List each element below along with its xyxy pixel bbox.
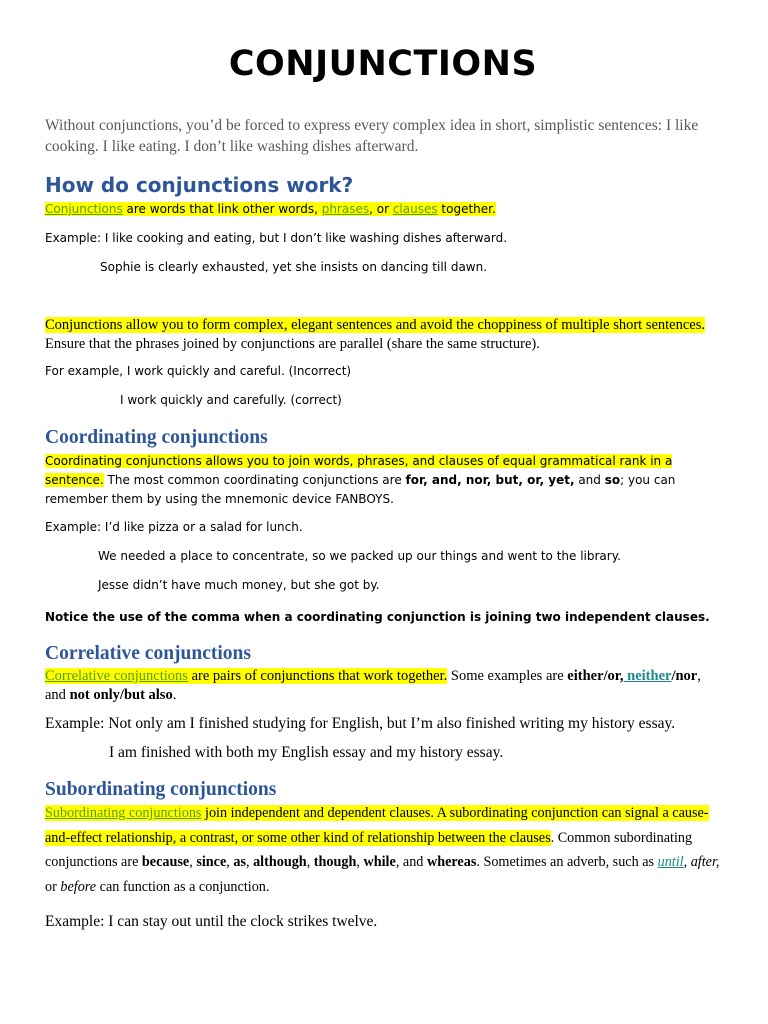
word-although: although xyxy=(253,854,307,870)
example-sentence: Sophie is clearly exhausted, yet she insists on dancing till dawn. xyxy=(100,260,488,274)
correlative-text: , and xyxy=(45,668,701,703)
definition-text: are words that link other words, xyxy=(122,202,322,216)
subordinating-text: can function as a conjunction. xyxy=(96,878,270,895)
fanboys-so: so xyxy=(604,473,621,487)
separator: , xyxy=(226,854,234,870)
punctuation: . xyxy=(172,687,177,703)
coordinating-text: ; you can remember them by using the mnemonic device FANBOYS. xyxy=(45,473,676,506)
conjunctions-link[interactable]: Conjunctions xyxy=(45,202,123,216)
heading-correlative-conjunctions: Correlative conjunctions xyxy=(45,643,251,664)
definition-text: together. xyxy=(437,202,496,216)
example-sentence: I am finished with both my English essay and my history essay. xyxy=(109,744,504,761)
correlative-paragraph xyxy=(45,667,725,705)
separator: , xyxy=(189,854,197,870)
punctuation: , xyxy=(619,668,624,684)
example-sentence: For example, I work quickly and careful. (Incorrect) xyxy=(45,364,352,378)
not-only-but-also: not only/but also xyxy=(69,687,173,703)
parallel-text: Ensure that the phrases joined by conjunctions are parallel (share the same structure). xyxy=(45,336,540,352)
word-because: because xyxy=(141,854,190,870)
phrases-link[interactable]: phrases xyxy=(321,202,370,216)
punctuation: , xyxy=(683,854,688,870)
heading-coordinating-conjunctions: Coordinating conjunctions xyxy=(45,427,268,448)
separator: , xyxy=(245,854,254,870)
word-though: though xyxy=(313,854,357,870)
page-title: CONJUNCTIONS xyxy=(228,44,538,84)
heading-subordinating-conjunctions: Subordinating conjunctions xyxy=(45,779,277,800)
definition-text: , or xyxy=(369,202,393,216)
heading-how-conjunctions-work: How do conjunctions work? xyxy=(45,173,354,197)
example-sentence: We needed a place to concentrate, so we packed up our things and went to the library. xyxy=(98,549,621,563)
intro-paragraph: Without conjunctions, you’d be forced to express every complex idea in short, simplistic sentences: I like cooking. I like eating. I don’t like washing dishes afterward. xyxy=(45,117,699,155)
separator: , xyxy=(306,854,314,870)
coordinating-paragraph xyxy=(45,452,725,509)
correlative-text: are pairs of conjunctions that work together. xyxy=(187,668,448,684)
word-before: before xyxy=(60,878,97,895)
example-sentence: Example: I’d like pizza or a salad for lunch. xyxy=(45,520,303,534)
subordinating-conjunctions-link[interactable]: Subordinating conjunctions xyxy=(45,805,202,821)
parallel-highlight: Conjunctions allow you to form complex, elegant sentences and avoid the choppiness of multiple short sentences. xyxy=(45,317,706,333)
fanboys-words: for, and, nor, but, or, yet, xyxy=(405,473,575,487)
example-sentence: Jesse didn’t have much money, but she got by. xyxy=(98,578,380,592)
coordinating-text: The most common coordinating conjunctions are xyxy=(103,473,406,487)
subordinating-text: join independent and dependent clauses. A subordinating conjunction can signal a cause-and-effect relationship, a contrast, or some other kind of relationship between the clauses xyxy=(45,805,709,846)
correlative-highlight xyxy=(45,668,447,684)
word-since: since xyxy=(196,854,227,870)
coordinating-highlight: Coordinating conjunctions allows you to join words, phrases, and clauses of equal grammatical rank in a sentence. xyxy=(45,454,673,487)
example-sentence: Example: Not only am I finished studying for English, but I’m also finished writing my history essay. xyxy=(45,715,676,732)
definition-paragraph xyxy=(45,200,725,219)
separator: , xyxy=(356,854,364,870)
example-sentence: Example: I can stay out until the clock strikes twelve. xyxy=(45,913,378,930)
either-or: either/or xyxy=(567,668,620,684)
definition-highlight xyxy=(45,202,496,216)
nor-word: /nor xyxy=(671,668,698,684)
subordinating-paragraph xyxy=(45,801,725,899)
correlative-text: Some examples are xyxy=(447,668,568,684)
coordinating-text: and xyxy=(574,473,605,487)
separator: , and xyxy=(395,854,427,870)
word-while: while xyxy=(363,854,396,870)
clauses-link[interactable]: clauses xyxy=(392,202,438,216)
until-link[interactable]: until xyxy=(657,854,684,870)
correlative-conjunctions-link[interactable]: Correlative conjunctions xyxy=(45,668,188,684)
parallel-paragraph xyxy=(45,316,725,354)
subordinating-text: . Sometimes an adverb, such as xyxy=(476,854,658,870)
word-whereas: whereas xyxy=(426,854,477,870)
example-sentence: I work quickly and carefully. (correct) xyxy=(120,393,342,407)
neither-link[interactable]: neither xyxy=(623,668,672,684)
word-as: as xyxy=(233,854,246,870)
word-after: after, xyxy=(690,854,720,870)
comma-notice: Notice the use of the comma when a coordinating conjunction is joining two independent clauses. xyxy=(45,610,710,624)
subordinating-text: or xyxy=(45,878,61,895)
subordinating-text: . Common subordinating conjunctions are xyxy=(45,829,693,870)
example-sentence: Example: I like cooking and eating, but I don’t like washing dishes afterward. xyxy=(45,231,508,245)
